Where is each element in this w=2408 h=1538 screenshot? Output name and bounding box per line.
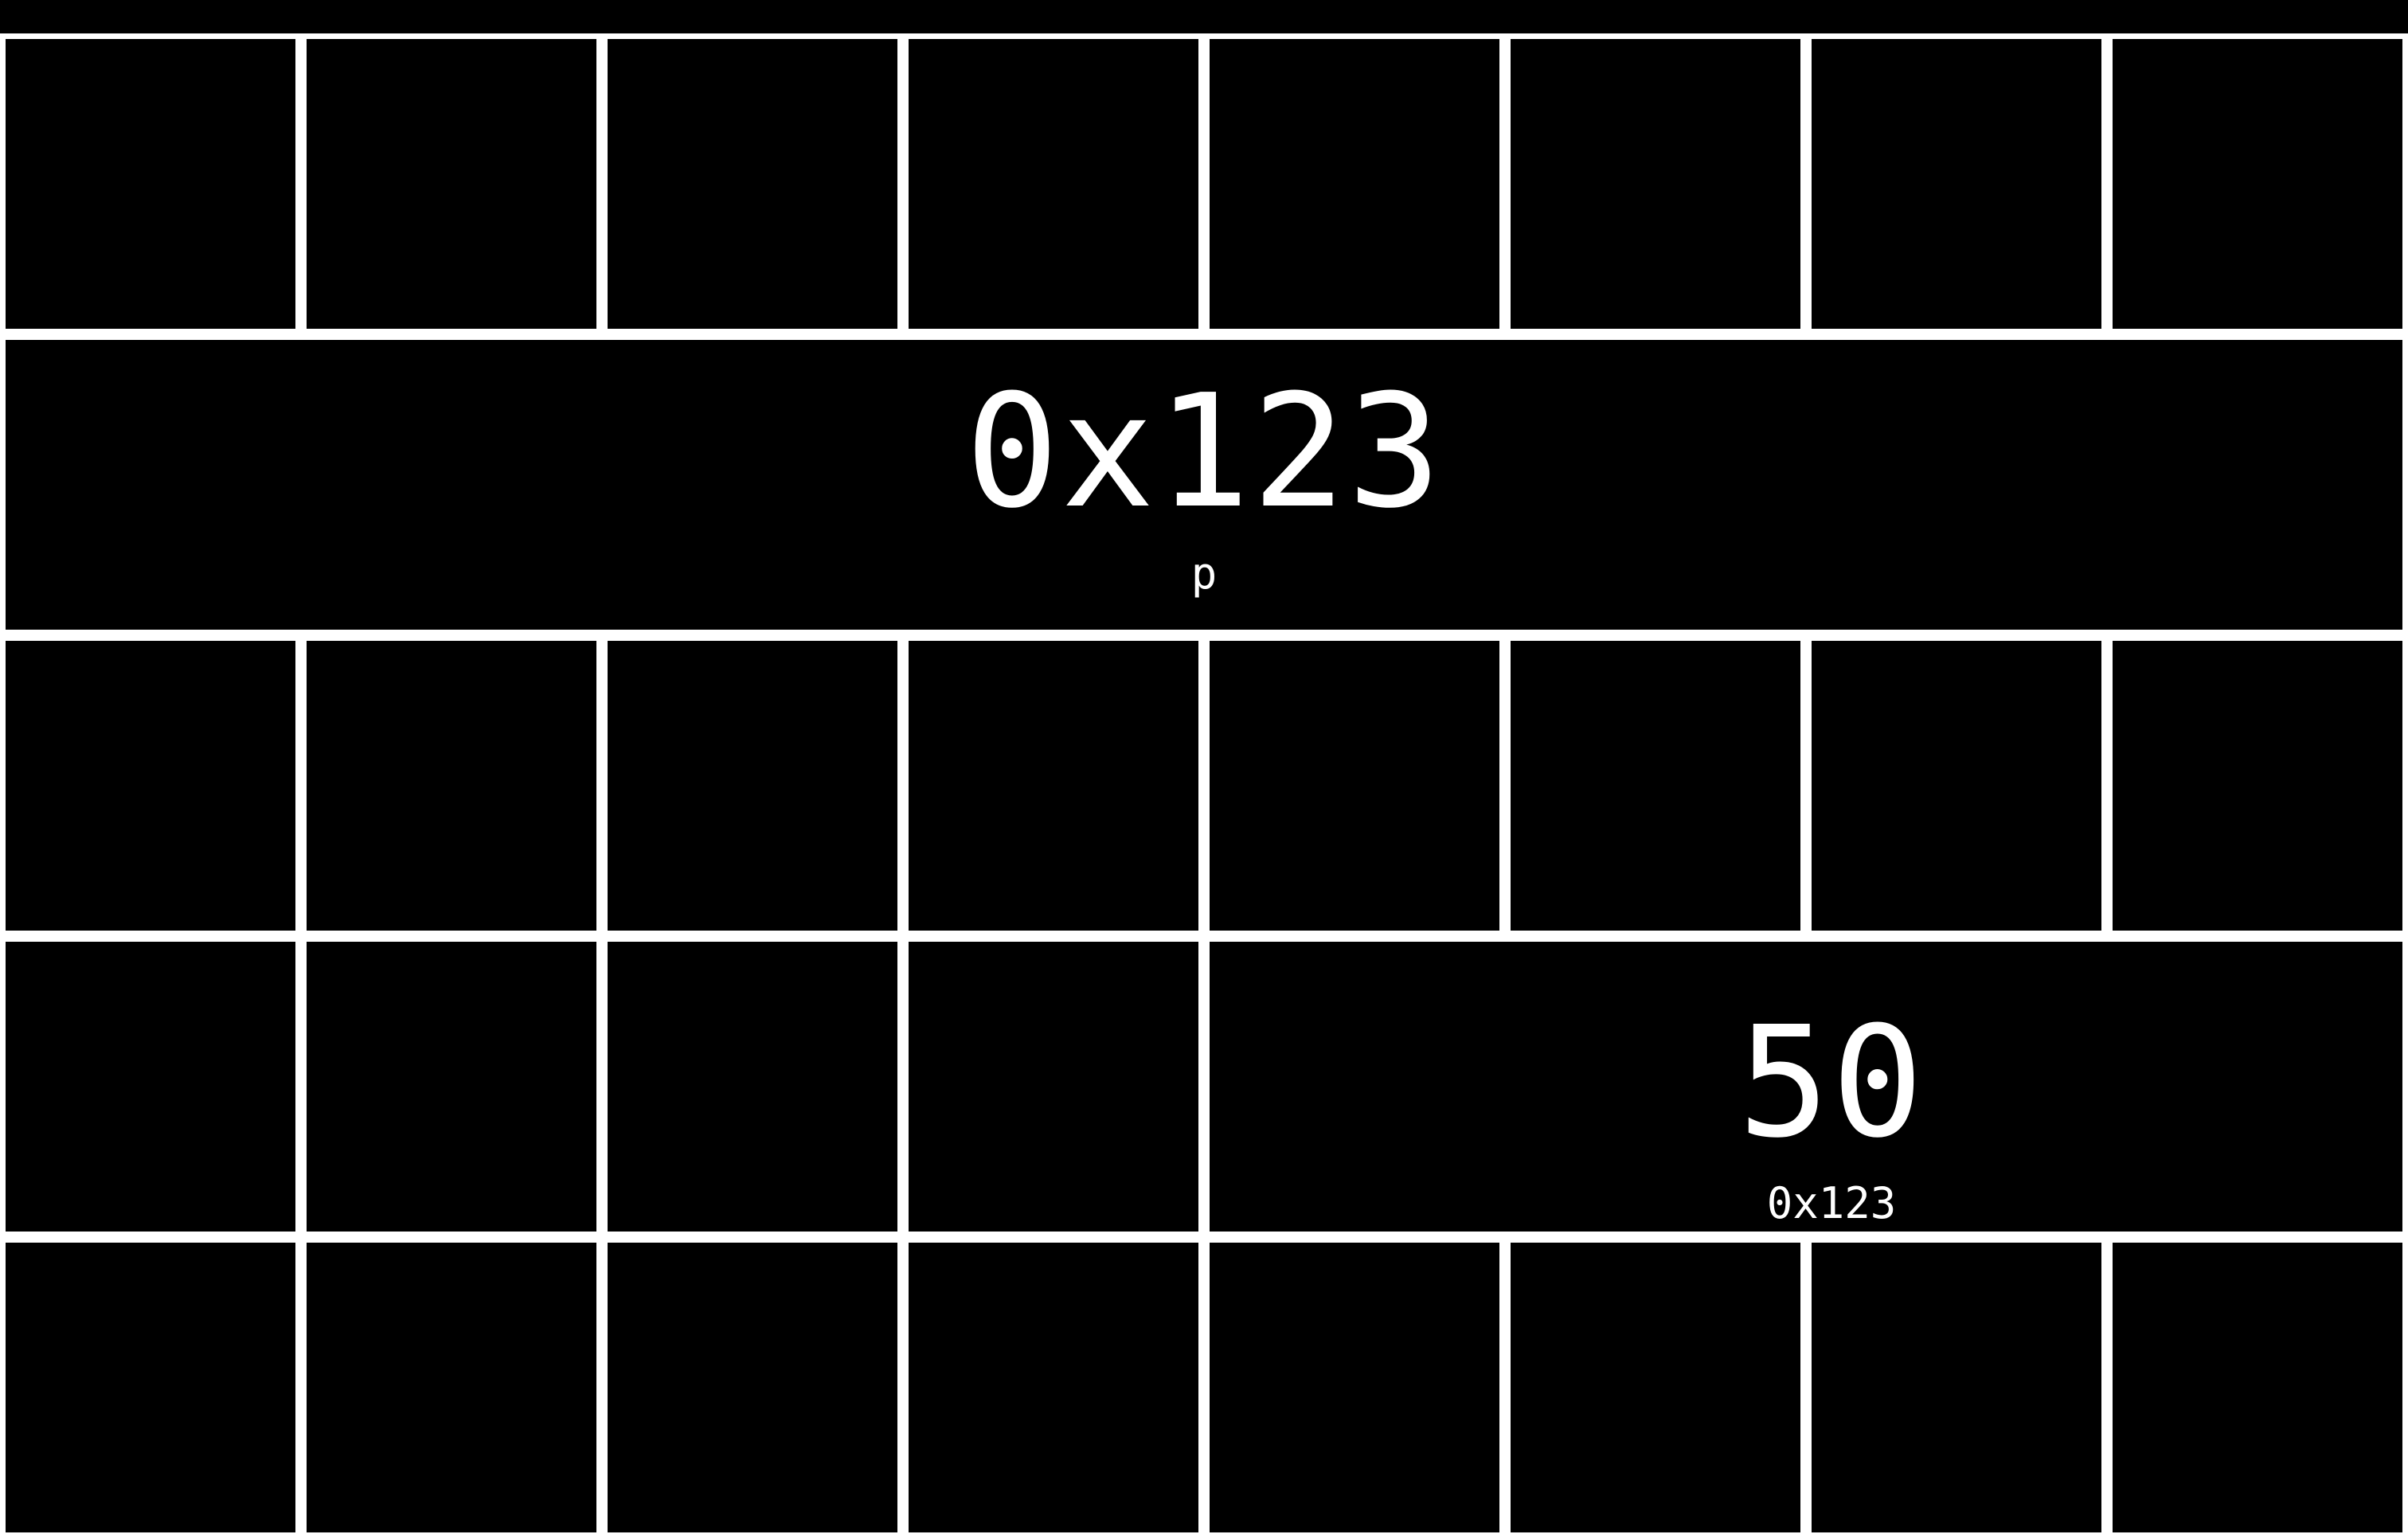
grid-cell[interactable] [1505, 1237, 1806, 1538]
grid-cell[interactable] [301, 33, 602, 334]
grid-cell[interactable] [0, 1237, 301, 1538]
grid-cell[interactable] [2107, 1237, 2408, 1538]
wide-panel-50[interactable] [1204, 936, 2408, 1237]
grid-cell[interactable] [0, 635, 301, 936]
wide-panel-0x123[interactable] [0, 334, 2408, 635]
grid-cell[interactable] [1204, 635, 1505, 936]
grid-cell[interactable] [602, 33, 903, 334]
grid-cell[interactable] [903, 33, 1204, 334]
grid-cell[interactable] [602, 936, 903, 1237]
grid-cell[interactable] [602, 1237, 903, 1538]
grid-cell[interactable] [2107, 33, 2408, 334]
grid-cell[interactable] [1806, 635, 2107, 936]
grid-cell[interactable] [0, 33, 301, 334]
panel-label: 0x123 [1766, 1178, 1897, 1228]
grid-cell[interactable] [2107, 635, 2408, 936]
grid-cell[interactable] [1806, 33, 2107, 334]
grid-cell[interactable] [301, 936, 602, 1237]
grid-cell[interactable] [301, 635, 602, 936]
grid-cell[interactable] [903, 635, 1204, 936]
panel-value: 50 [1738, 994, 1925, 1172]
grid-cell[interactable] [602, 635, 903, 936]
grid-cell[interactable] [1204, 33, 1505, 334]
grid-cell[interactable] [1204, 1237, 1505, 1538]
panel-content [1728, 994, 1935, 1228]
grid-cell[interactable] [1806, 1237, 2107, 1538]
panel-value: 0x123 [964, 361, 1443, 543]
panel-label: p [1190, 548, 1218, 599]
grid-cell[interactable] [1505, 33, 1806, 334]
grid-cell[interactable] [1505, 635, 1806, 936]
grid-cell[interactable] [301, 1237, 602, 1538]
grid-cell[interactable] [903, 1237, 1204, 1538]
grid-cell[interactable] [0, 936, 301, 1237]
grid-cell[interactable] [903, 936, 1204, 1237]
